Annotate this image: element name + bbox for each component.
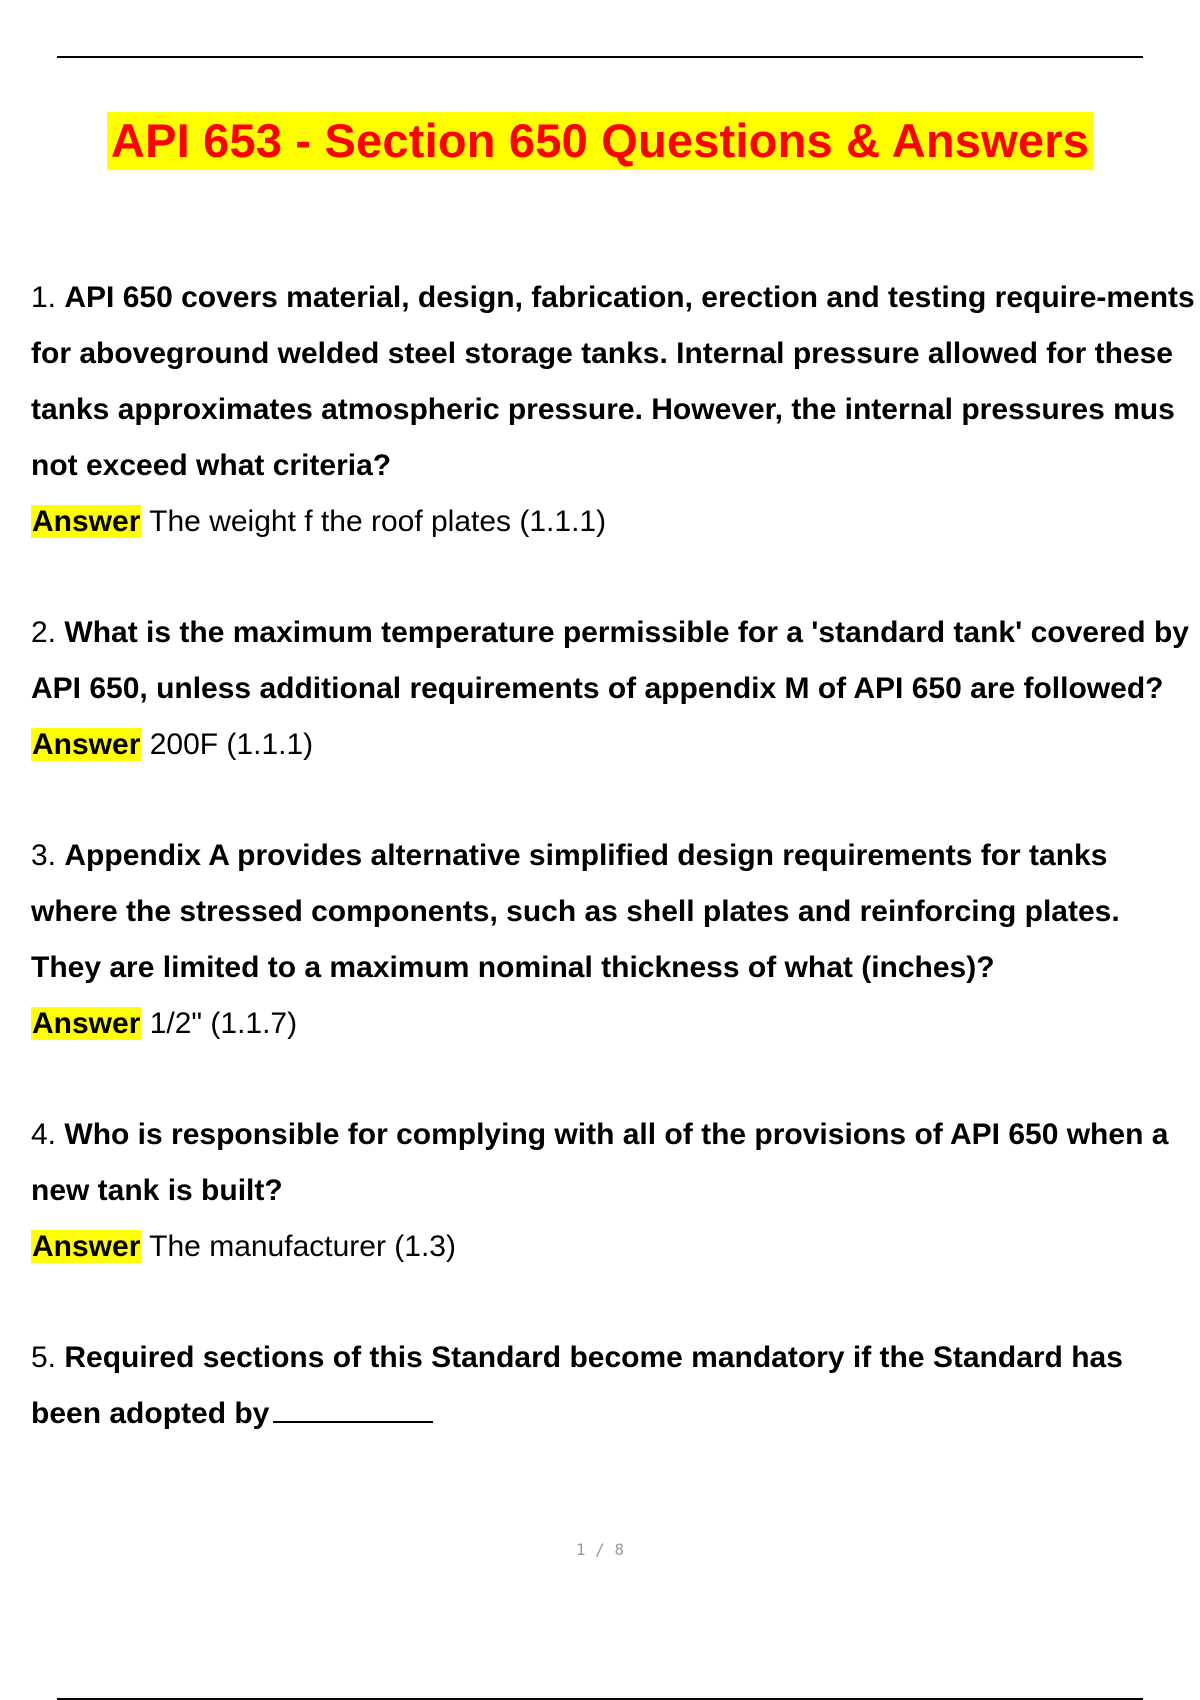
question-item-2 — [31, 605, 1197, 773]
question-text: Who is responsible for complying with all of the provisions of API 650 when a new tank is built? — [31, 1118, 1169, 1207]
question-3 — [31, 828, 1197, 996]
question-text: API 650 covers material, design, fabrication, erection and testing require-ments for aboveground welded steel storage tanks. Internal pressure allowed for these tanks approximates atmospheric pressure. However, the internal pressures mus not exceed what criteria? — [31, 281, 1195, 482]
question-text: Required sections of this Standard become mandatory if the Standard has been adopted by — [31, 1341, 1123, 1430]
page-title: API 653 - Section 650 Questions & Answers — [107, 112, 1093, 170]
page-indicator: 1 / 8 — [575, 1540, 625, 1559]
answer-text: 200F (1.1.1) — [149, 728, 314, 761]
answer-3 — [31, 996, 1197, 1052]
question-item-1 — [31, 270, 1197, 550]
title-container — [0, 112, 1200, 170]
question-list — [31, 270, 1197, 1497]
answer-text: 1/2" (1.1.7) — [149, 1007, 298, 1040]
question-5 — [31, 1330, 1197, 1442]
question-4 — [31, 1107, 1197, 1219]
question-number: 2. — [31, 616, 57, 649]
answer-1 — [31, 494, 1197, 550]
answer-label: Answer — [32, 728, 141, 761]
answer-label: Answer — [32, 1007, 141, 1040]
question-item-4 — [31, 1107, 1197, 1275]
answer-2 — [31, 717, 1197, 773]
question-item-3 — [31, 828, 1197, 1052]
question-number: 5. — [31, 1341, 57, 1374]
top-divider — [57, 56, 1143, 58]
answer-4 — [31, 1219, 1197, 1275]
question-2 — [31, 605, 1197, 717]
question-text: Appendix A provides alternative simplified design requirements for tanks where the stressed components, such as shell plates and reinforcing plates. They are limited to a maximum nominal thickness of what (inches)? — [31, 839, 1120, 984]
question-number: 1. — [31, 281, 57, 314]
fill-in-blank — [273, 1395, 433, 1423]
answer-label: Answer — [32, 1230, 141, 1263]
answer-text: The weight f the roof plates (1.1.1) — [149, 505, 607, 538]
question-1 — [31, 270, 1197, 494]
answer-label: Answer — [32, 505, 141, 538]
question-number: 4. — [31, 1118, 57, 1151]
question-text: What is the maximum temperature permissible for a 'standard tank' covered by API 650, unless additional requirements of appendix M of API 650 are followed? — [31, 616, 1189, 705]
question-item-5 — [31, 1330, 1197, 1442]
answer-text: The manufacturer (1.3) — [149, 1230, 456, 1263]
question-number: 3. — [31, 839, 57, 872]
